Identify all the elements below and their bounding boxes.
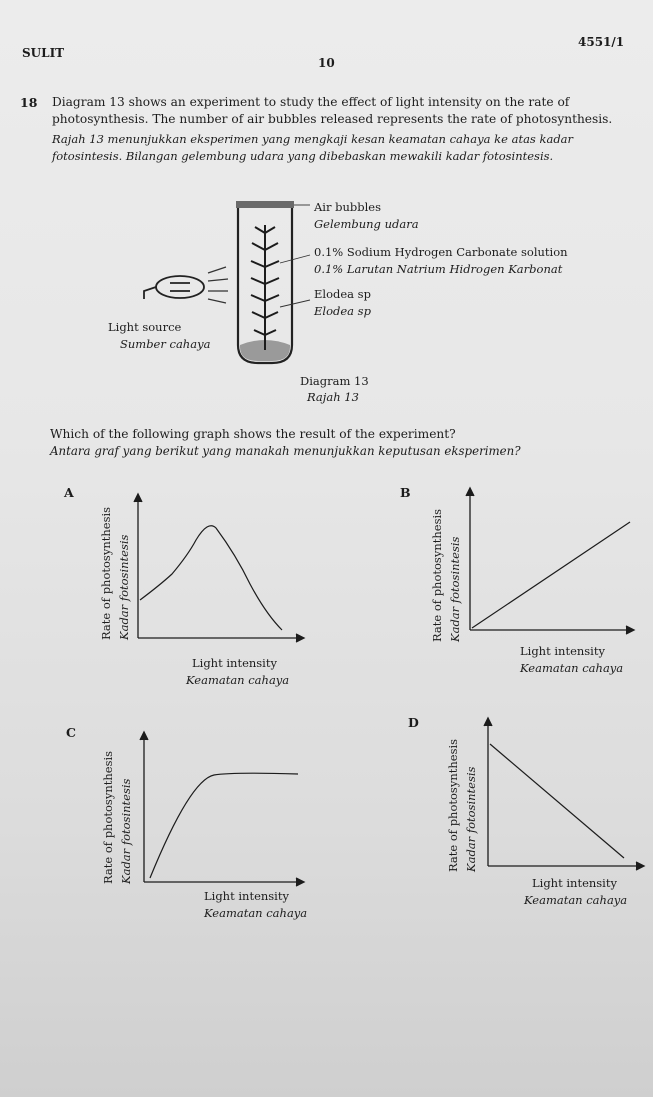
graph-b-xlabel-ms: Keamatan cahaya bbox=[520, 661, 624, 675]
graph-d-xlabel-ms: Keamatan cahaya bbox=[524, 893, 628, 907]
paper-code: 4551/1 bbox=[578, 35, 625, 49]
graph-d-xlabel: Light intensity bbox=[532, 876, 617, 890]
diagram-caption: Diagram 13 bbox=[300, 374, 369, 388]
prompt-ms: Antara graf yang berikut yang manakah menunjukkan keputusan eksperimen? bbox=[50, 444, 521, 458]
light-source-label: Light source bbox=[108, 320, 182, 334]
prompt-en: Which of the following graph shows the result of the experiment? bbox=[50, 427, 456, 441]
graph-d-ylabel-ms: Kadar fotosintesis bbox=[464, 766, 478, 872]
solution-label: 0.1% Sodium Hydrogen Carbonate solution bbox=[314, 245, 568, 259]
graph-a-ylabel: Rate of photosynthesis bbox=[99, 506, 113, 640]
light-source-label-ms: Sumber cahaya bbox=[120, 337, 211, 351]
question-ms-line1: Rajah 13 menunjukkan eksperimen yang mengkaji kesan keamatan cahaya ke atas kadar bbox=[52, 132, 574, 146]
graph-c-ylabel-ms: Kadar fotosintesis bbox=[119, 778, 133, 884]
graph-b-xlabel: Light intensity bbox=[520, 644, 605, 658]
question-en-line2: photosynthesis. The number of air bubbles released represents the rate of photosynthesis. bbox=[52, 112, 613, 126]
air-bubbles-label: Air bubbles bbox=[314, 200, 382, 214]
option-c-letter: C bbox=[66, 725, 76, 740]
plant-label-ms: Elodea sp bbox=[314, 304, 371, 318]
option-b-letter: B bbox=[400, 485, 411, 500]
option-a-letter: A bbox=[64, 485, 74, 500]
graph-c-ylabel: Rate of photosynthesis bbox=[101, 750, 115, 884]
graph-d-y-arrow bbox=[484, 718, 492, 726]
question-en-line1: Diagram 13 shows an experiment to study the effect of light intensity on the rate of bbox=[52, 95, 570, 109]
option-d-letter: D bbox=[408, 715, 419, 730]
diagram-caption-ms: Rajah 13 bbox=[307, 390, 359, 404]
solution-label-ms: 0.1% Larutan Natrium Hidrogen Karbonat bbox=[314, 262, 563, 276]
graph-d-x-arrow bbox=[636, 862, 644, 870]
question-number: 18 bbox=[20, 95, 38, 110]
air-bubbles-label-ms: Gelembung udara bbox=[314, 217, 419, 231]
plant-label: Elodea sp bbox=[314, 287, 371, 301]
sulit-label: SULIT bbox=[22, 46, 65, 60]
graph-a-xlabel: Light intensity bbox=[192, 656, 277, 670]
page-number: 10 bbox=[318, 56, 335, 70]
graph-b-ylabel: Rate of photosynthesis bbox=[430, 508, 444, 642]
graph-d-line bbox=[490, 744, 624, 858]
graph-a-ylabel-ms: Kadar fotosintesis bbox=[117, 534, 131, 640]
graph-c-xlabel: Light intensity bbox=[204, 889, 289, 903]
question-ms-line2: fotosintesis. Bilangan gelembung udara yang dibebaskan mewakili kadar fotosintesis. bbox=[52, 149, 554, 163]
graph-b-ylabel-ms: Kadar fotosintesis bbox=[448, 536, 462, 642]
graph-d-ylabel: Rate of photosynthesis bbox=[446, 738, 460, 872]
graph-c-xlabel-ms: Keamatan cahaya bbox=[204, 906, 308, 920]
graph-a-xlabel-ms: Keamatan cahaya bbox=[186, 673, 290, 687]
